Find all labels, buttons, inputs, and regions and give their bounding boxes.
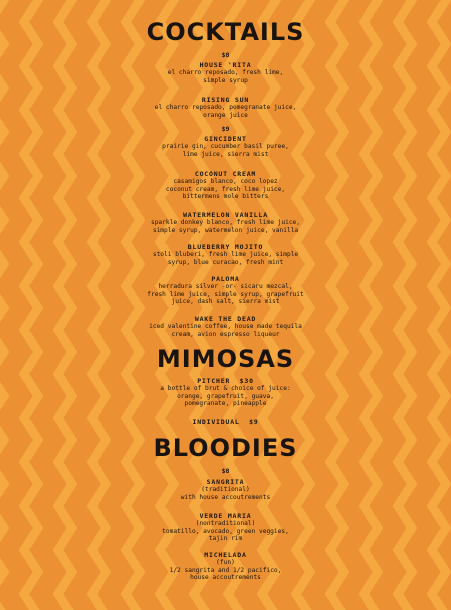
menu-item-individual bbox=[0, 418, 451, 426]
item-name: WATERMELON VANILLA bbox=[183, 211, 268, 219]
item-name: PALOMA bbox=[211, 275, 240, 283]
cocktails-price-2: $9 bbox=[221, 125, 230, 133]
item-desc: bittermens mole bitters bbox=[182, 193, 269, 201]
individual-price: $9 bbox=[249, 418, 259, 426]
menu-item-coconut-cream bbox=[0, 170, 451, 201]
item-desc: el charro reposado, pomegranate juice, bbox=[154, 104, 297, 111]
item-desc: cream, avion espresso liqueur bbox=[171, 330, 280, 338]
item-name bbox=[0, 377, 451, 385]
item-subtitle: (fun) bbox=[216, 559, 235, 566]
item-desc: house accoutrements bbox=[190, 574, 261, 582]
item-desc: syrup, blue curacao, fresh mint bbox=[167, 258, 284, 266]
item-desc: 1/2 sangrita and 1/2 pacifico, bbox=[169, 566, 282, 574]
item-name: BLUEBERRY MOJITO bbox=[187, 243, 264, 251]
bloodies-price: $8 bbox=[221, 467, 230, 475]
menu-item-verde-maria bbox=[0, 512, 451, 543]
item-desc: prairie gin, cucumber basil puree, bbox=[162, 143, 289, 150]
item-name: RISING SUN bbox=[201, 96, 250, 104]
item-desc: casamigos blanco, coco lopez bbox=[173, 178, 278, 185]
item-desc: fresh lime juice, simple syrup, grapefruit bbox=[147, 290, 304, 298]
menu-item-michelada bbox=[0, 551, 451, 582]
item-desc: stoli bluberi, fresh lime juice, simple bbox=[152, 251, 299, 258]
pitcher-name: PITCHER bbox=[197, 377, 231, 385]
item-name: VERDE MARIA bbox=[199, 512, 252, 520]
item-desc: iced valentine coffee, house made tequila bbox=[149, 323, 302, 330]
item-desc: juice, dash salt, sierra mist bbox=[171, 298, 280, 306]
item-desc: lime juice, sierra mist bbox=[182, 150, 269, 158]
bloodies-heading: BLOODIES bbox=[153, 434, 298, 462]
item-desc: with house accoutrements bbox=[180, 493, 271, 501]
menu-item-pitcher bbox=[0, 377, 451, 408]
item-desc: simple syrup, watermelon juice, vanilla bbox=[152, 226, 299, 234]
menu-item-wake-the-dead bbox=[0, 315, 451, 338]
menu-item-gincident bbox=[0, 135, 451, 158]
menu-item-blueberry-mojito bbox=[0, 243, 451, 266]
item-name bbox=[0, 418, 451, 426]
item-desc: simple syrup bbox=[203, 76, 248, 84]
item-name: HOUSE 'RITA bbox=[199, 61, 252, 69]
cocktails-price: $8 bbox=[221, 51, 230, 59]
item-name: SANGRITA bbox=[206, 478, 245, 486]
item-name: GINCIDENT bbox=[204, 135, 247, 143]
item-subtitle: (traditional) bbox=[201, 486, 250, 493]
item-desc: orange, grapefruit, guava, bbox=[177, 392, 274, 400]
pitcher-price: $30 bbox=[239, 377, 254, 385]
mimosas-heading: MIMOSAS bbox=[156, 345, 295, 373]
item-desc: herradura silver -or- sicaru mezcal, bbox=[158, 283, 293, 290]
menu-item-paloma bbox=[0, 275, 451, 306]
item-desc: tomatillo, avocado, green veggies, bbox=[162, 527, 289, 535]
cocktails-heading: COCKTAILS bbox=[146, 18, 305, 46]
item-desc: pomegranate, pineapple bbox=[184, 400, 267, 408]
item-desc: a bottle of brut & choice of juice: bbox=[160, 385, 291, 392]
item-desc: el charro reposado, fresh lime, bbox=[167, 69, 284, 76]
individual-name: INDIVIDUAL bbox=[192, 418, 240, 426]
item-name: WAKE THE DEAD bbox=[194, 315, 257, 323]
item-desc: sparkle donkey blanco, fresh lime juice, bbox=[150, 219, 300, 226]
menu-item-watermelon-vanilla bbox=[0, 211, 451, 234]
menu-item-sangrita bbox=[0, 478, 451, 501]
item-name: MICHELADA bbox=[204, 551, 247, 559]
item-desc: orange juice bbox=[203, 111, 248, 119]
item-name: COCONUT CREAM bbox=[194, 170, 257, 178]
menu-item-house-rita bbox=[0, 61, 451, 84]
menu-item-rising-sun bbox=[0, 96, 451, 119]
item-desc: coconut cream, fresh lime juice, bbox=[165, 185, 286, 193]
item-subtitle: (nontraditional) bbox=[195, 520, 256, 527]
item-desc: tajin rim bbox=[208, 535, 243, 543]
